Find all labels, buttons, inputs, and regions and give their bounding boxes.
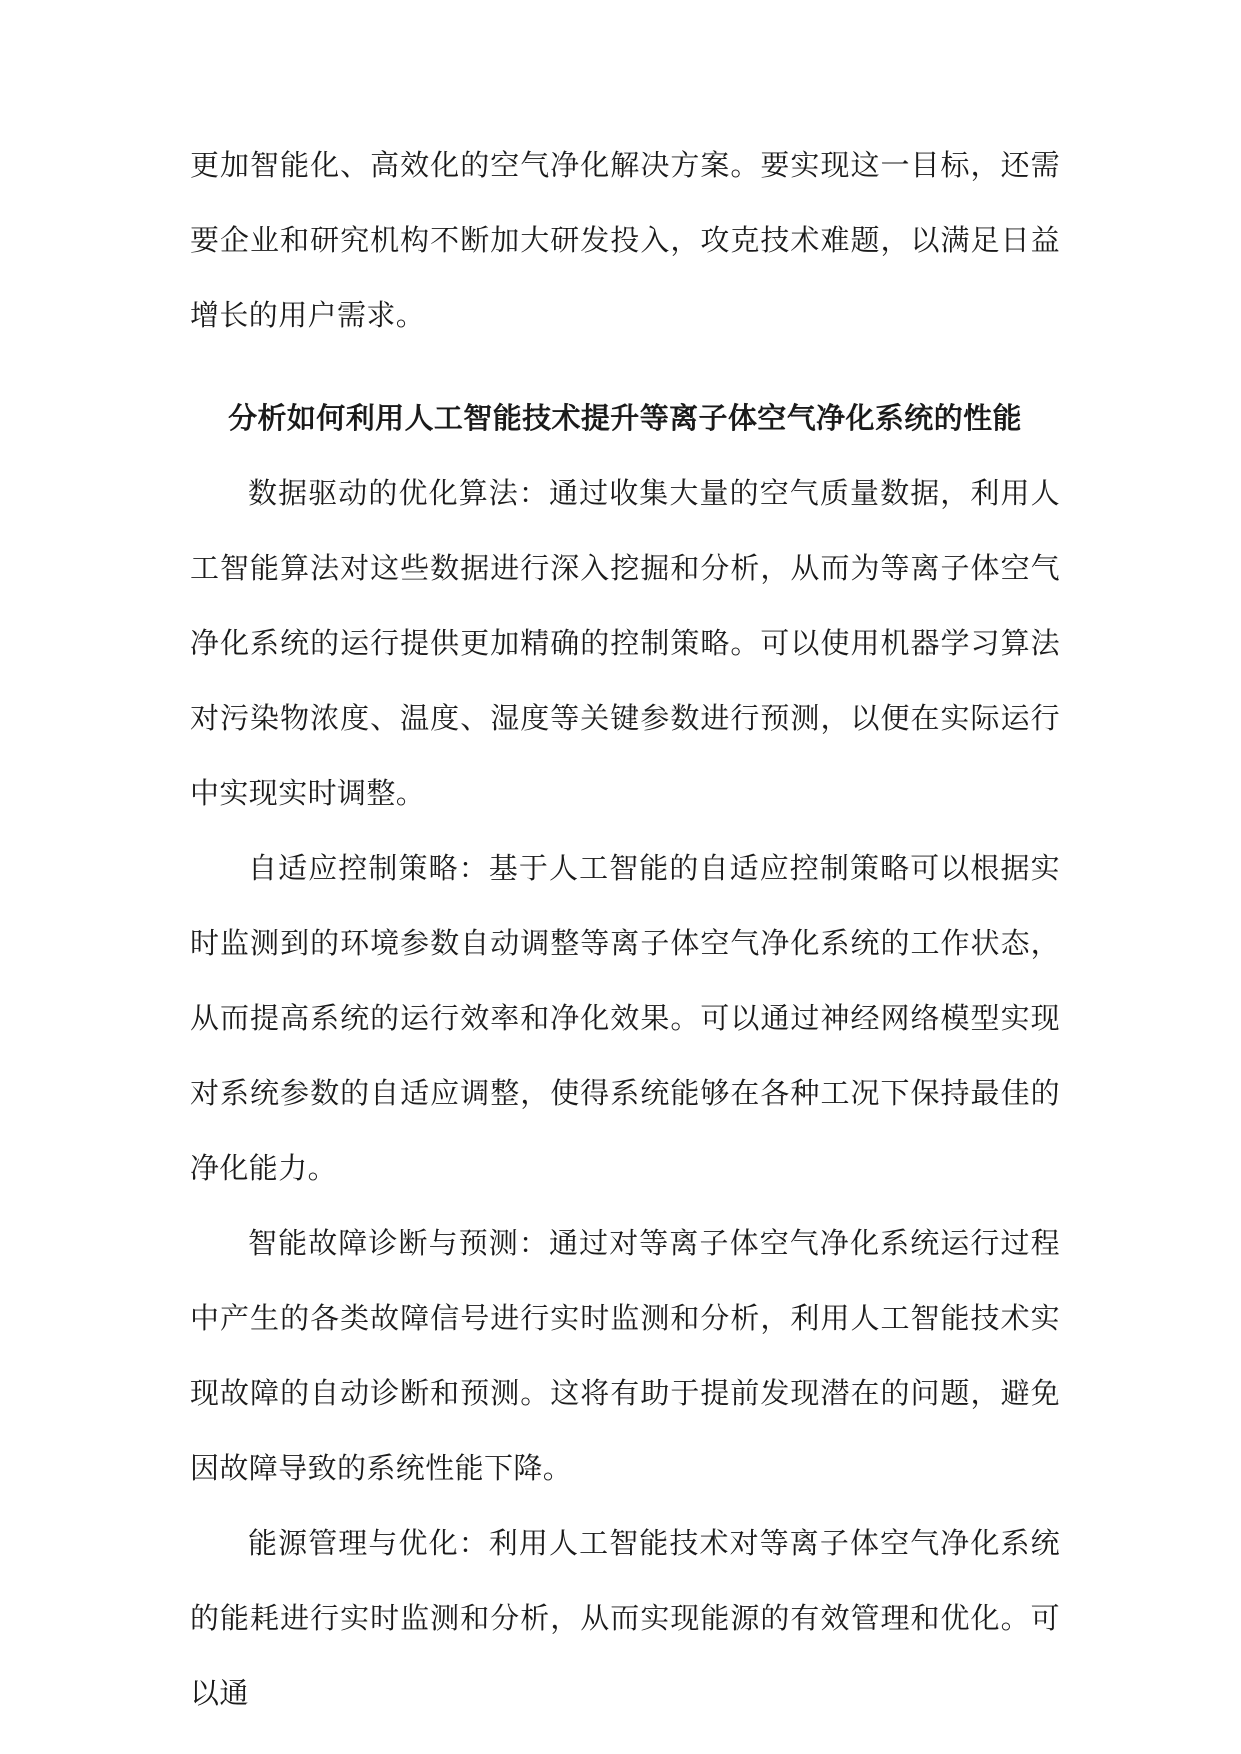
- paragraph-adaptive-control: 自适应控制策略：基于人工智能的自适应控制策略可以根据实时监测到的环境参数自动调整等离子体空气净化系统的工作状态，从而提高系统的运行效率和净化效果。可以通过神经网络模型实现对系统参数的自适应调整，使得系统能够在各种工况下保持最佳的净化能力。: [190, 851, 1060, 1185]
- intro-paragraph: 更加智能化、高效化的空气净化解决方案。要实现这一目标，还需要企业和研究机构不断加大研发投入，攻克技术难题，以满足日益增长的用户需求。: [190, 148, 1060, 332]
- paragraph-fault-diagnosis: 智能故障诊断与预测：通过对等离子体空气净化系统运行过程中产生的各类故障信号进行实时监测和分析，利用人工智能技术实现故障的自动诊断和预测。这将有助于提前发现潜在的问题，避免因故障导致的系统性能下降。: [190, 1226, 1060, 1485]
- document-body: [190, 128, 1060, 1731]
- section-heading: 分析如何利用人工智能技术提升等离子体空气净化系统的性能: [228, 401, 1022, 435]
- paragraph-data-driven-optimization: 数据驱动的优化算法：通过收集大量的空气质量数据，利用人工智能算法对这些数据进行深入挖掘和分析，从而为等离子体空气净化系统的运行提供更加精确的控制策略。可以使用机器学习算法对污染物浓度、温度、湿度等关键参数进行预测，以便在实际运行中实现实时调整。: [190, 476, 1060, 810]
- paragraph-energy-management: 能源管理与优化：利用人工智能技术对等离子体空气净化系统的能耗进行实时监测和分析，从而实现能源的有效管理和优化。可以通: [190, 1526, 1060, 1710]
- section-spacer: [190, 353, 1060, 381]
